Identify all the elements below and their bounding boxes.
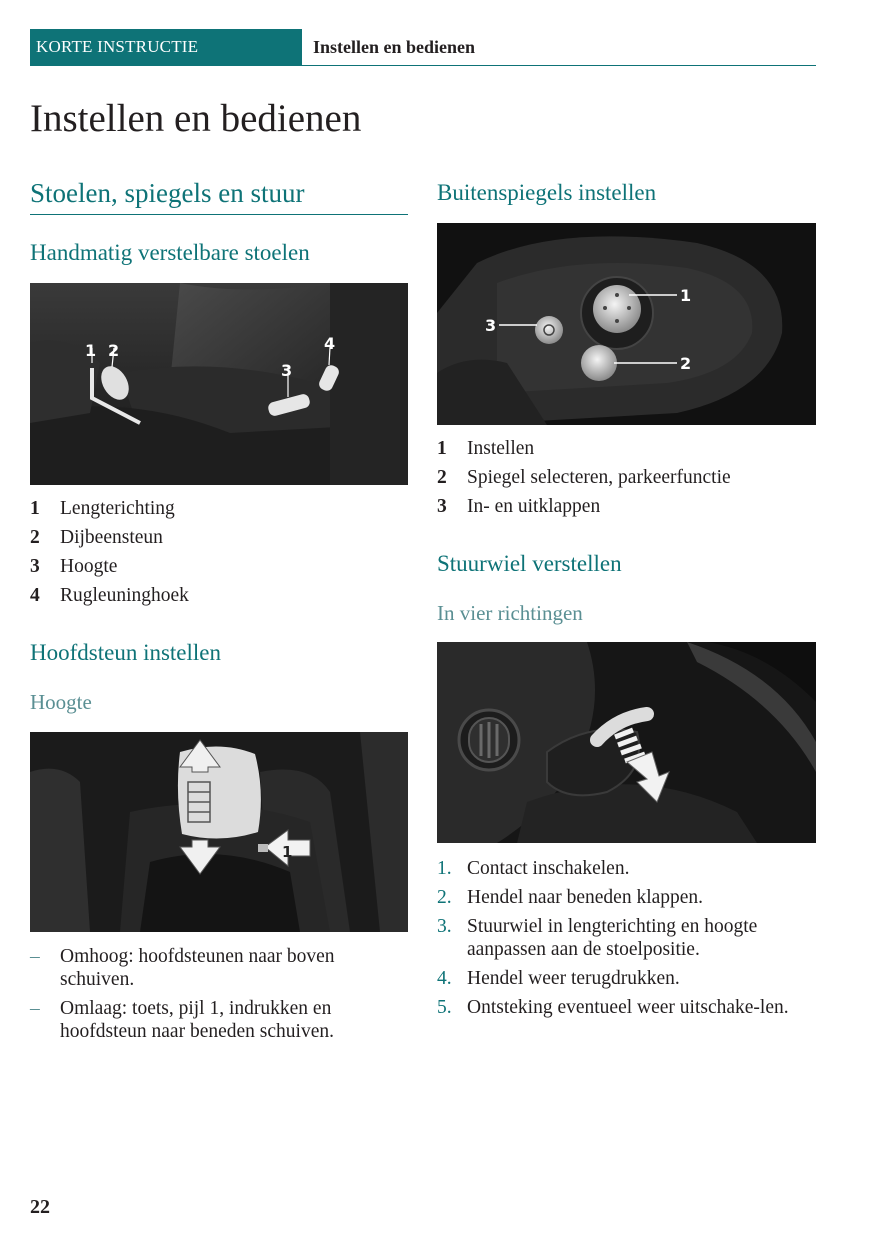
seat-controls-list bbox=[30, 497, 408, 613]
header-section-label: KORTE INSTRUCTIE bbox=[30, 29, 302, 65]
list-item: 4 Rugleuninghoek bbox=[30, 585, 189, 606]
seat-callout-3: 3 bbox=[281, 361, 293, 380]
steering-lever-photo bbox=[437, 642, 816, 843]
list-item: 3 In- en uitklappen bbox=[437, 496, 601, 517]
mirror-callout-2: 2 bbox=[680, 354, 692, 373]
heading-manual-seats: Handmatig verstelbare stoelen bbox=[30, 240, 310, 265]
mirror-controls-photo bbox=[437, 223, 816, 425]
seat-callout-1: 1 bbox=[85, 341, 97, 360]
list-item: 1 Instellen bbox=[437, 438, 535, 459]
heading-exterior-mirrors: Buitenspiegels instellen bbox=[437, 180, 657, 205]
list-item: – Omlaag: toets, pijl 1, indrukken en hoofdsteun naar beneden schuiven. bbox=[30, 998, 334, 1042]
page-title: Instellen en bedienen bbox=[30, 97, 362, 140]
headrest-steps-list bbox=[30, 945, 408, 1049]
running-header bbox=[30, 29, 816, 66]
subheading-four-directions: In vier richtingen bbox=[437, 601, 583, 625]
mirror-callout-1: 1 bbox=[680, 286, 692, 305]
seat-adjustment-photo bbox=[30, 283, 408, 485]
list-item: 2 Spiegel selecteren, parkeerfunctie bbox=[437, 467, 731, 488]
list-item: 5. Ontsteking eventueel weer uitschake-len. bbox=[437, 997, 789, 1018]
list-item: 4. Hendel weer terugdrukken. bbox=[437, 968, 680, 989]
steering-steps-list bbox=[437, 857, 816, 1025]
mirror-controls-list bbox=[437, 437, 816, 524]
mirror-callout-3: 3 bbox=[485, 316, 497, 335]
seat-callout-4: 4 bbox=[324, 334, 336, 353]
list-item: 3. Stuurwiel in lengterichting en hoogte aanpassen aan de stoelpositie. bbox=[437, 916, 758, 960]
section-heading-seats-mirrors-steering: Stoelen, spiegels en stuur bbox=[30, 178, 408, 215]
page-number: 22 bbox=[30, 1196, 50, 1218]
list-item: 1 Lengterichting bbox=[30, 498, 175, 519]
subheading-height: Hoogte bbox=[30, 690, 92, 714]
list-item: 1. Contact inschakelen. bbox=[437, 858, 630, 879]
heading-headrest: Hoofdsteun instellen bbox=[30, 640, 221, 665]
list-item: 2 Dijbeensteun bbox=[30, 527, 163, 548]
seat-callout-2: 2 bbox=[108, 341, 120, 360]
headrest-callout-1: 1 bbox=[282, 843, 293, 861]
header-title: Instellen en bedienen bbox=[313, 37, 476, 57]
list-item: 2. Hendel naar beneden klappen. bbox=[437, 887, 704, 908]
list-item: 3 Hoogte bbox=[30, 556, 118, 577]
heading-steering-wheel: Stuurwiel verstellen bbox=[437, 551, 622, 576]
headrest-photo bbox=[30, 732, 408, 932]
list-item: – Omhoog: hoofdsteunen naar boven schuiven. bbox=[30, 946, 335, 990]
